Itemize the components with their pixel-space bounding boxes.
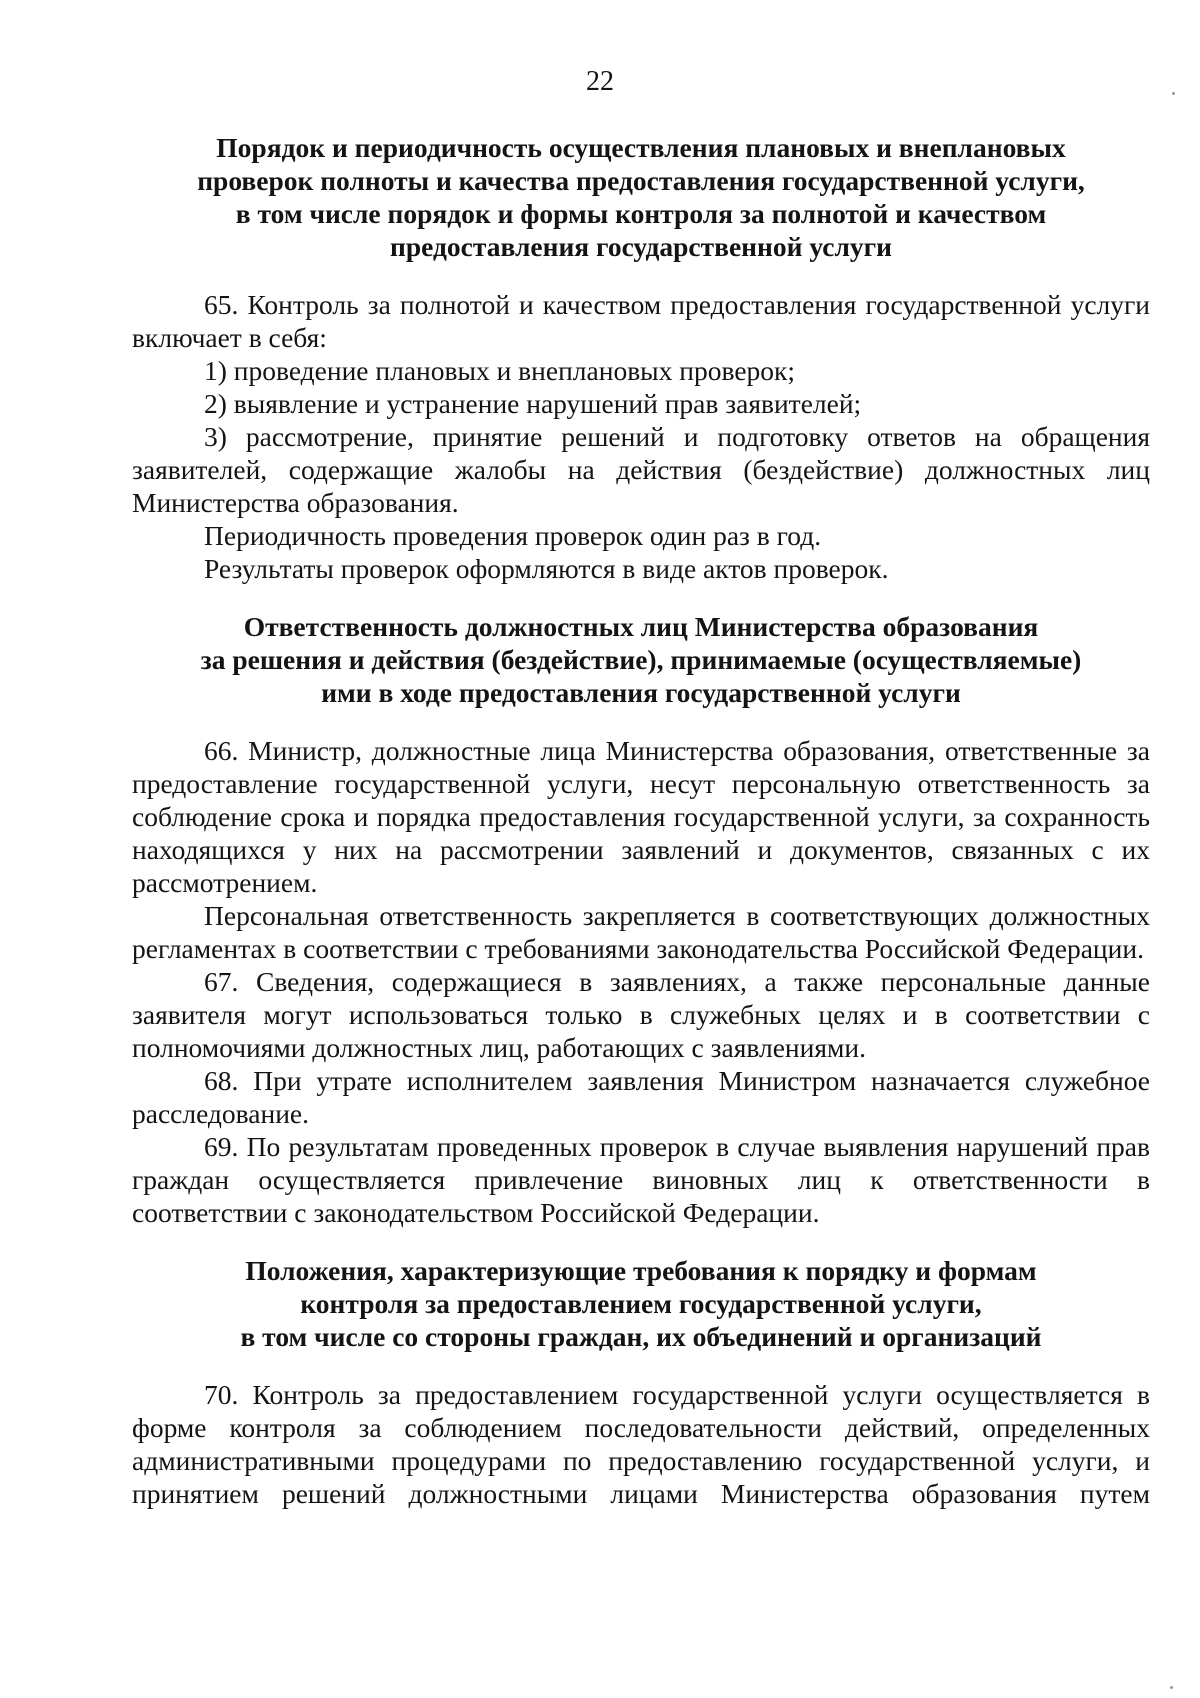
section-heading-provisions bbox=[132, 1254, 1150, 1353]
heading-line: Порядок и периодичность осуществления плановых и внеплановых bbox=[216, 132, 1066, 163]
paragraph-67: 67. Сведения, содержащиеся в заявлениях, а также персональные данные заявителя могут использоваться только в служебных целях и в соответствии с полномочиями должностных лиц, работающих с заявлениями. bbox=[132, 966, 1150, 1063]
paragraph-68: 68. При утрате исполнителем заявления Министром назначается служебное расследование. bbox=[132, 1065, 1150, 1129]
paragraph-69: 69. По результатам проведенных проверок в случае выявления нарушений прав граждан осуществляется привлечение виновных лиц к ответственности в соответствии с законодательством Российской Федерации. bbox=[132, 1131, 1150, 1228]
page-number: 22 bbox=[586, 66, 614, 97]
heading-line: предоставления государственной услуги bbox=[390, 231, 892, 262]
heading-line: в том числе порядок и формы контроля за полнотой и качеством bbox=[235, 198, 1047, 229]
scan-speck bbox=[1170, 1686, 1173, 1689]
heading-line: Положения, характеризующие требования к порядку и формам bbox=[245, 1255, 1037, 1286]
paragraph-66: 66. Министр, должностные лица Министерства образования, ответственные за предоставление государственной услуги, несут персональную ответственность за соблюдение срока и порядка предоставления государственной услуги, за сохранность находящихся у них на рассмотрении заявлений и документов, связанных с их рассмотрением. bbox=[132, 735, 1150, 898]
paragraph-results: Результаты проверок оформляются в виде актов проверок. bbox=[204, 553, 889, 584]
heading-line: контроля за предоставлением государственной услуги, bbox=[300, 1288, 982, 1319]
paragraph-personal-responsibility: Персональная ответственность закрепляется в соответствующих должностных регламентах в соответствии с требованиями законодательства Российской Федерации. bbox=[132, 900, 1150, 964]
section-heading-control-procedure bbox=[132, 131, 1150, 263]
list-item-2: 2) выявление и устранение нарушений прав заявителей; bbox=[204, 388, 862, 419]
list-item-1: 1) проведение плановых и внеплановых проверок; bbox=[204, 355, 796, 386]
heading-line: Ответственность должностных лиц Министерства образования bbox=[243, 611, 1039, 642]
paragraph-65: 65. Контроль за полнотой и качеством предоставления государственной услуги включает в себя: bbox=[132, 289, 1150, 353]
heading-line: в том числе со стороны граждан, их объединений и организаций bbox=[240, 1321, 1042, 1352]
scan-speck bbox=[1172, 92, 1175, 95]
heading-line: проверок полноты и качества предоставления государственной услуги, bbox=[197, 165, 1085, 196]
heading-line: за решения и действия (бездействие), принимаемые (осуществляемые) bbox=[200, 644, 1082, 675]
document-body bbox=[132, 131, 1150, 1510]
paragraph-70: 70. Контроль за предоставлением государственной услуги осуществляется в форме контроля за соблюдением последовательности действий, определенных административными процедурами по предоставлению государственной услуги, и принятием решений должностными лицами Министерства образования путем bbox=[132, 1379, 1150, 1509]
list-item-3: 3) рассмотрение, принятие решений и подготовку ответов на обращения заявителей, содержащие жалобы на действия (бездействие) должностных лиц Министерства образования. bbox=[132, 421, 1150, 518]
paragraph-periodicity: Периодичность проведения проверок один раз в год. bbox=[204, 520, 822, 551]
section-heading-responsibility bbox=[132, 610, 1150, 709]
heading-line: ими в ходе предоставления государственной услуги bbox=[321, 677, 961, 708]
